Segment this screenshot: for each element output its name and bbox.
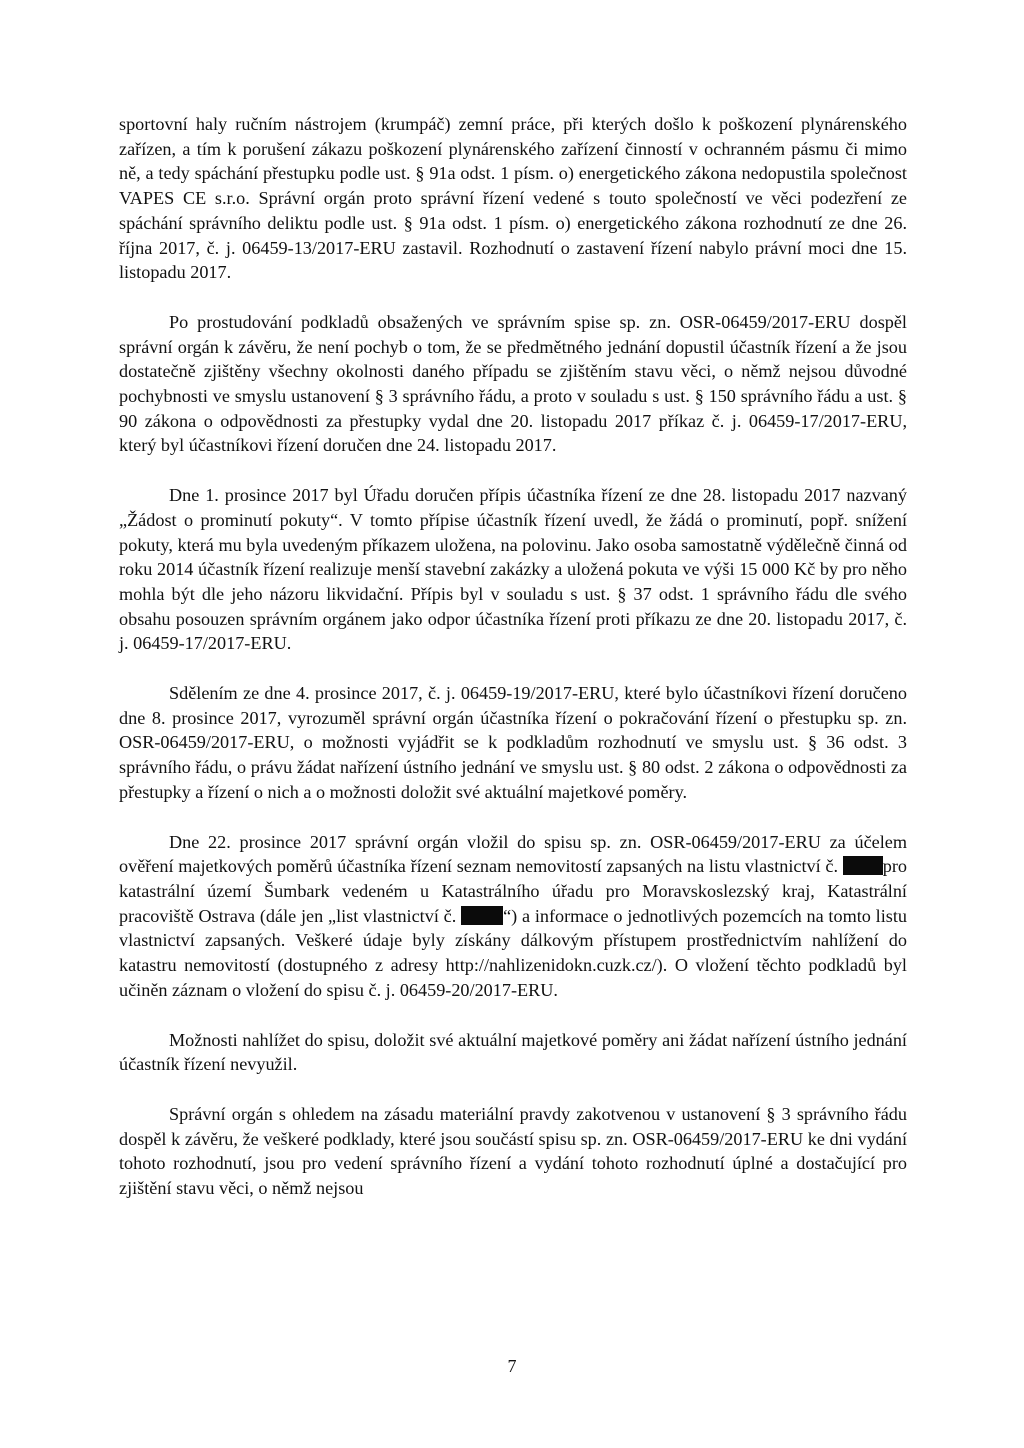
paragraph-5-part-a: Dne 22. prosince 2017 správní orgán vložil do spisu sp. zn. OSR-06459/2017-ERU za účelem ověření majetkových poměrů účastníka řízení seznam nemovitostí zapsaných na listu vlastnictví č. [119, 831, 907, 877]
paragraph-3: Dne 1. prosince 2017 byl Úřadu doručen přípis účastníka řízení ze dne 28. listopadu 2017 nazvaný „Žádost o prominutí pokuty“. V tomto přípise účastník řízení uvedl, že žádá o prominutí, popř. snížení pokuty, která mu byla uvedeným příkazem uložena, na polovinu. Jako osoba samostatně výdělečně činná od roku 2014 účastník řízení realizuje menší stavební zakázky a uložená pokuta ve výši 15 000 Kč by pro něho mohla být dle jeho názoru likvidační. Přípis byl v souladu s ust. § 37 odst. 1 správního řádu dle svého obsahu posouzen správním orgánem jako odpor účastníka řízení proti příkazu ze dne 20. listopadu 2017, č. j. 06459-17/2017-ERU. [119, 485, 907, 654]
paragraph-5-part-c: “) a informace o jednotlivých pozemcích na tomto listu vlastnictví zapsaných. Veškeré údaje byly získány dálkovým přístupem prostřednictvím nahlížení do katastru nemovitostí (dostupného z adresy http://nahlizenidokn.cuzk.cz/). O vložení těchto podkladů byl učiněn záznam o vložení do spisu č. j. 06459-20/2017-ERU. [119, 905, 907, 1000]
paragraph-6: Možnosti nahlížet do spisu, doložit své aktuální majetkové poměry ani žádat nařízení ústního jednání účastník řízení nevyužil. [119, 1029, 907, 1075]
page-number: 7 [507, 1356, 517, 1376]
paragraph-1: sportovní haly ručním nástrojem (krumpáč) zemní práce, při kterých došlo k poškození plynárenského zařízen, a tím k porušení zákazu poškození plynárenského zařízení činností v ochranném pásmu či mimo ně, a tedy spáchání přestupku podle ust. § 91a odst. 1 písm. o) energetického zákona nedopustila společnost VAPES CE s.r.o. Správní orgán proto správní řízení vedené s touto společností ve věci podezření ze spáchání správního deliktu podle ust. § 91a odst. 1 písm. o) energetického zákona rozhodnutí ze dne 26. října 2017, č. j. 06459-13/2017-ERU zastavil. Rozhodnutí o zastavení řízení nabylo právní moci dne 15. listopadu 2017. [119, 114, 907, 283]
redaction-box [843, 856, 883, 875]
paragraph-5-part-b: pro katastrální území Šumbark vedeném u Katastrálního úřadu pro Moravskoslezský kraj, Katastrální pracoviště Ostrava (dále jen „list vlastnictví č. [119, 856, 907, 926]
redaction-box [461, 906, 503, 925]
paragraph-2: Po prostudování podkladů obsažených ve správním spise sp. zn. OSR-06459/2017-ERU dospěl správní orgán k závěru, že není pochyb o tom, že se předmětného jednání dopustil účastník řízení a že jsou dostatečně zjištěny všechny okolnosti daného případu se zjištěním stavu věci, o němž nejsou důvodné pochybnosti ve smyslu ustanovení § 3 správního řádu, a proto v souladu s ust. § 150 správního řádu a ust. § 90 zákona o odpovědnosti za přestupky vydal dne 20. listopadu 2017 příkaz č. j. 06459-17/2017-ERU, který byl účastníkovi řízení doručen dne 24. listopadu 2017. [119, 311, 907, 456]
paragraph-5 [119, 830, 907, 1003]
paragraph-7: Správní orgán s ohledem na zásadu materiální pravdy zakotvenou v ustanovení § 3 správního řádu dospěl k závěru, že veškeré podklady, které jsou součástí spisu sp. zn. OSR-06459/2017-ERU ke dni vydání tohoto rozhodnutí, jsou pro vedení správního řízení a vydání tohoto rozhodnutí úplné a dostačující pro zjištění stavu věci, o němž nejsou [119, 1103, 907, 1199]
paragraph-4: Sdělením ze dne 4. prosince 2017, č. j. 06459-19/2017-ERU, které bylo účastníkovi řízení doručeno dne 8. prosince 2017, vyrozuměl správní orgán účastníka řízení o pokračování řízení o přestupku sp. zn. OSR-06459/2017-ERU, o možnosti vyjádřit se k podkladům rozhodnutí ve smyslu ust. § 36 odst. 3 správního řádu, o právu žádat nařízení ústního jednání ve smyslu ust. § 80 odst. 2 zákona o odpovědnosti za přestupky a řízení o nich a o možnosti doložit své aktuální majetkové poměry. [119, 683, 907, 802]
document-body [119, 112, 907, 1226]
